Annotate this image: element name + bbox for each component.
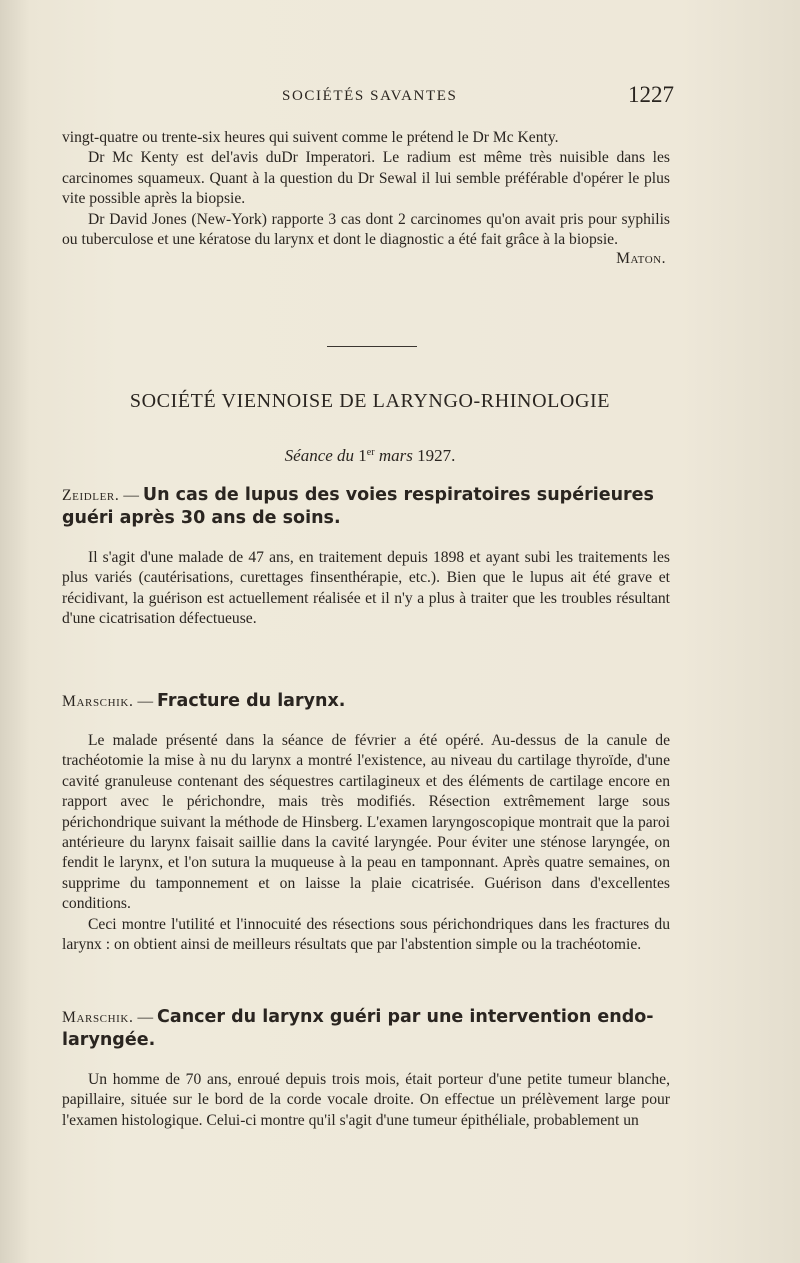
section-paragraph: Ceci montre l'utilité et l'innocuité des résections sous périchondriques dans les fractures du larynx : on obtient ainsi de meilleurs résultats que par l'abstention simple ou la trachéotomie. [62,915,670,954]
page-header [62,82,674,116]
intro-paragraph-3: Dr David Jones (New-York) rapporte 3 cas dont 2 carcinomes qu'on avait pris pour syphilis ou tuberculose et une kératose du larynx et dont le diagnostic a été fait grâce à la biopsie. [62,210,670,249]
seance-date [0,446,740,466]
page-number: 1227 [628,82,674,107]
seance-year: 1927. [417,446,456,465]
section-title: Cancer du larynx guéri par une intervention endo-laryngée. [62,1007,654,1050]
running-title: SOCIÉTÉS SAVANTES [282,88,458,104]
section-paragraph: Le malade présenté dans la séance de février a été opéré. Au-dessus de la canule de trachéotomie la mise à nu du larynx a montré l'existence, au niveau du cartilage thyroïde, d'une cavité granuleuse contenant des séquestres cartilagineux et des éléments de cartilage encore en rapport avec le périchondre, mais très modifiés. Résection extrêmement large sous périchondrique suivant la méthode de Hinsberg. L'examen laryngoscopique montrait que la paroi antérieure du larynx faisait saillie dans la cavité laryngée. Pour éviter une sténose laryngée, on fendit le larynx, et l'on sutura la muqueuse à la peau en tamponnant. Après quatre semaines, on supprime du tamponnement et on laisse la plaie cicatrisée. Guérison dans d'excellentes conditions. [62,732,670,913]
signature: Maton. [616,250,666,268]
section-dash: — [123,487,139,504]
section-dash: — [137,1009,154,1026]
section-paragraph: Il s'agit d'une malade de 47 ans, en traitement depuis 1898 et ayant subi les traitements les plus variés (cautérisations, curettages finsenthérapie, etc.). Bien que le lupus ait été grave et récidivant, la guérison est actuellement réalisée et il n'y a plus à traiter que les troubles résultant d'une cicatrisation défectueuse. [62,549,670,628]
seance-prefix: Séance du [284,446,355,465]
section-divider [327,346,417,347]
section-title: Un cas de lupus des voies respiratoires supérieures guéri après 30 ans de soins. [62,485,654,528]
intro-block [62,128,670,268]
section-title: Fracture du larynx. [157,691,346,711]
section-paragraph: Un homme de 70 ans, enroué depuis trois mois, était porteur d'une petite tumeur blanche, papillaire, située sur le bord de la corde vocale droite. On effectue un prélèvement large pour l'examen histologique. Celui-ci montre qu'il s'agit d'une tumeur épithéliale, probablement un [62,1071,670,1129]
section-author: Marschik. [62,693,134,710]
society-title: SOCIÉTÉ VIENNOISE DE LARYNGO-RHINOLOGIE [129,390,611,412]
seance-day-suffix: er [366,447,375,458]
section-marschik-cancer [62,1006,670,1131]
section-zeidler [62,484,670,630]
section-author: Zeidler. [62,487,120,504]
intro-paragraph-1: vingt-quatre ou trente-six heures qui suivent comme le prétend le Dr Mc Kenty. [62,129,559,146]
seance-day: 1 [358,446,367,465]
section-heading [62,690,670,713]
section-author: Marschik. [62,1009,134,1026]
section-heading [62,1006,670,1052]
section-heading [62,484,670,530]
intro-paragraph-2: Dr Mc Kenty est del'avis duDr Imperatori. Le radium est même très nuisible dans les carcinomes squameux. Quant à la question du Dr Sewal il lui semble préférable d'opérer le plus vite possible après la biopsie. [62,149,670,208]
section-marschik-fracture [62,690,670,955]
section-dash: — [137,693,154,710]
seance-month: mars [378,446,413,465]
